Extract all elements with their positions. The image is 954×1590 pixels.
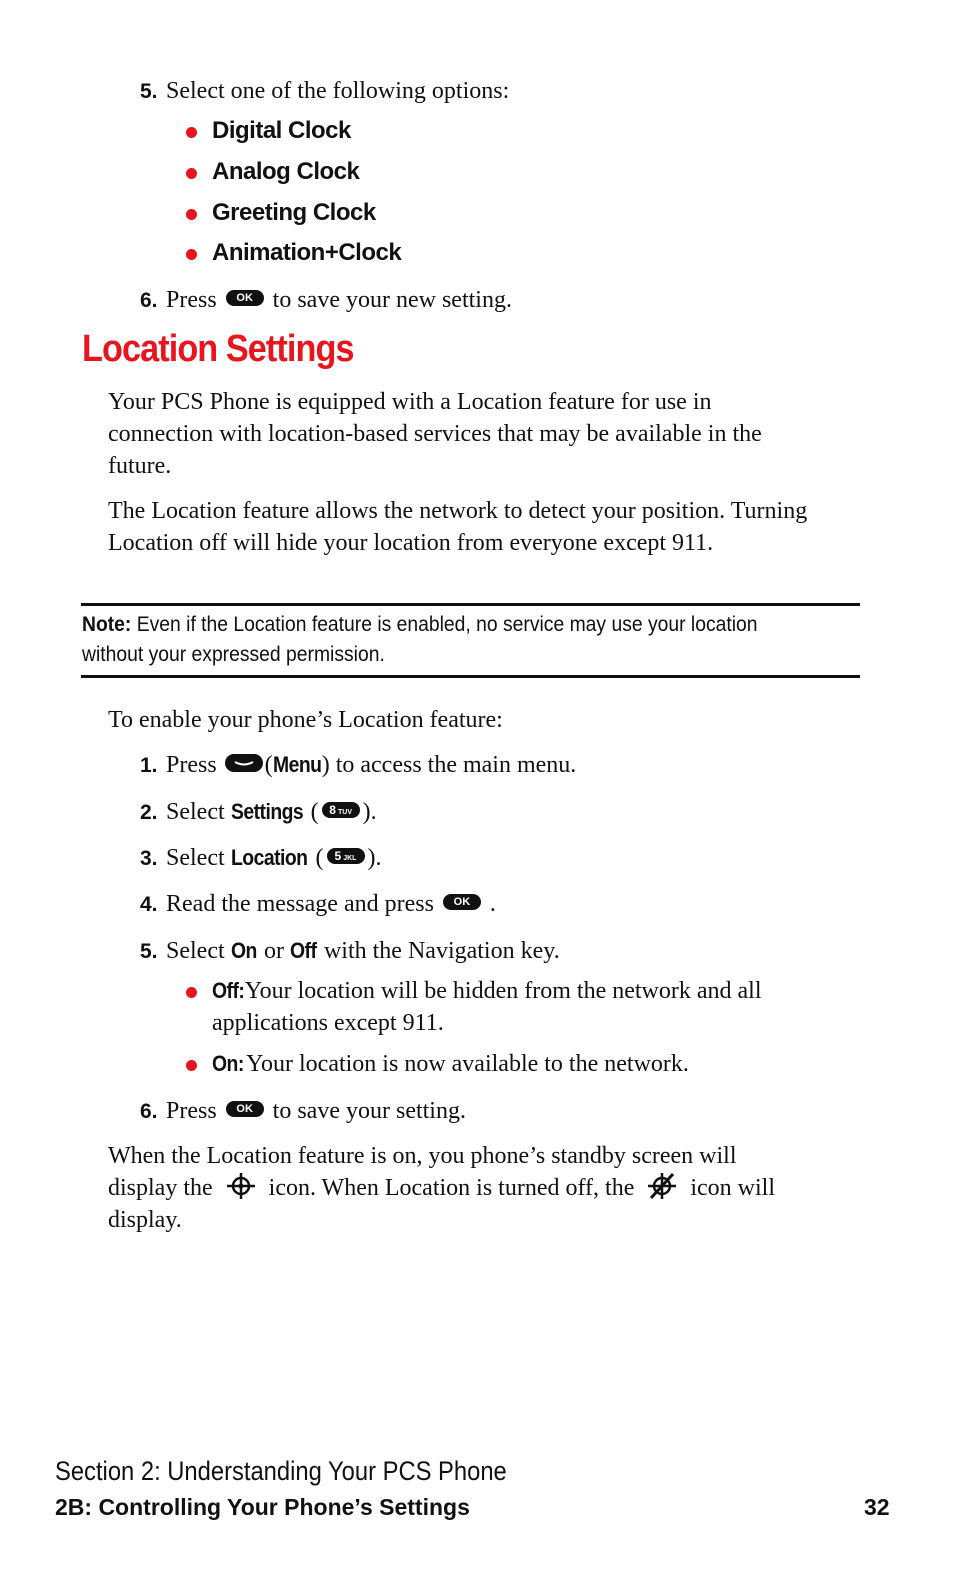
- bullet-off-line2: applications except 911.: [212, 1010, 444, 1036]
- bullet-icon: [186, 249, 197, 260]
- location-off-icon: [646, 1172, 678, 1200]
- closing-line-3: display.: [108, 1207, 182, 1233]
- note-label: Note:: [82, 613, 132, 636]
- enable-step-5: 5. Select On or Off with the Navigation key.: [140, 938, 560, 964]
- bullet-icon: [186, 987, 197, 998]
- enable-step-1: 1. Press (Menu) to access the main menu.: [140, 752, 577, 778]
- option-analog-clock: Analog Clock: [186, 157, 359, 187]
- bullet-off: Off:Your location will be hidden from the network and all: [186, 976, 762, 1006]
- enable-step-6: 6. Press OK to save your setting.: [140, 1098, 466, 1124]
- section-title: Location Settings: [82, 328, 354, 370]
- enable-step-4: 4. Read the message and press OK .: [140, 891, 496, 917]
- location-on-icon: [225, 1172, 257, 1200]
- key-8-icon: 8 TUV: [322, 802, 360, 818]
- note-rule-bottom: [81, 675, 860, 678]
- note-box: [82, 610, 800, 670]
- step-6-save: 6. Press OK to save your new setting.: [140, 287, 512, 313]
- enable-step-3: 3. Select Location ( 5 JKL ).: [140, 845, 382, 871]
- note-rule-top: [81, 603, 860, 606]
- option-greeting-clock: Greeting Clock: [186, 198, 376, 228]
- bullet-on: On:Your location is now available to the network.: [186, 1049, 689, 1079]
- bullet-icon: [186, 1060, 197, 1071]
- enable-intro: To enable your phone’s Location feature:: [108, 707, 503, 733]
- ok-key-icon: OK: [226, 290, 264, 306]
- bullet-icon: [186, 127, 197, 138]
- note-text: Even if the Location feature is enabled, no service may use your location without your expressed permission.: [82, 613, 758, 666]
- enable-step-2: 2. Select Settings ( 8 TUV ).: [140, 799, 377, 825]
- bullet-icon: [186, 209, 197, 220]
- closing-line-1: When the Location feature is on, you phone’s standby screen will: [108, 1143, 737, 1169]
- ok-key-icon: OK: [226, 1101, 264, 1117]
- option-digital-clock: Digital Clock: [186, 116, 351, 146]
- step-5-select-option: 5. Select one of the following options:: [140, 78, 510, 104]
- ok-key-icon: OK: [443, 894, 481, 910]
- closing-line-2: display the icon. When Location is turned off, the icon will: [108, 1172, 775, 1204]
- menu-softkey-icon: [225, 754, 263, 772]
- feature-paragraph: The Location feature allows the network to detect your position. Turning Location off will hide your location from everyone except 911.: [108, 498, 808, 556]
- footer-section: Section 2: Understanding Your PCS Phone: [55, 1456, 507, 1486]
- option-animation-clock: Animation+Clock: [186, 238, 401, 268]
- bullet-icon: [186, 168, 197, 179]
- page-number: 32: [864, 1494, 890, 1520]
- intro-paragraph: Your PCS Phone is equipped with a Location feature for use in connection with location-based services that may be available in the future.: [108, 389, 762, 479]
- key-5-icon: 5 JKL: [327, 848, 365, 864]
- footer-chapter: 2B: Controlling Your Phone’s Settings: [55, 1494, 470, 1520]
